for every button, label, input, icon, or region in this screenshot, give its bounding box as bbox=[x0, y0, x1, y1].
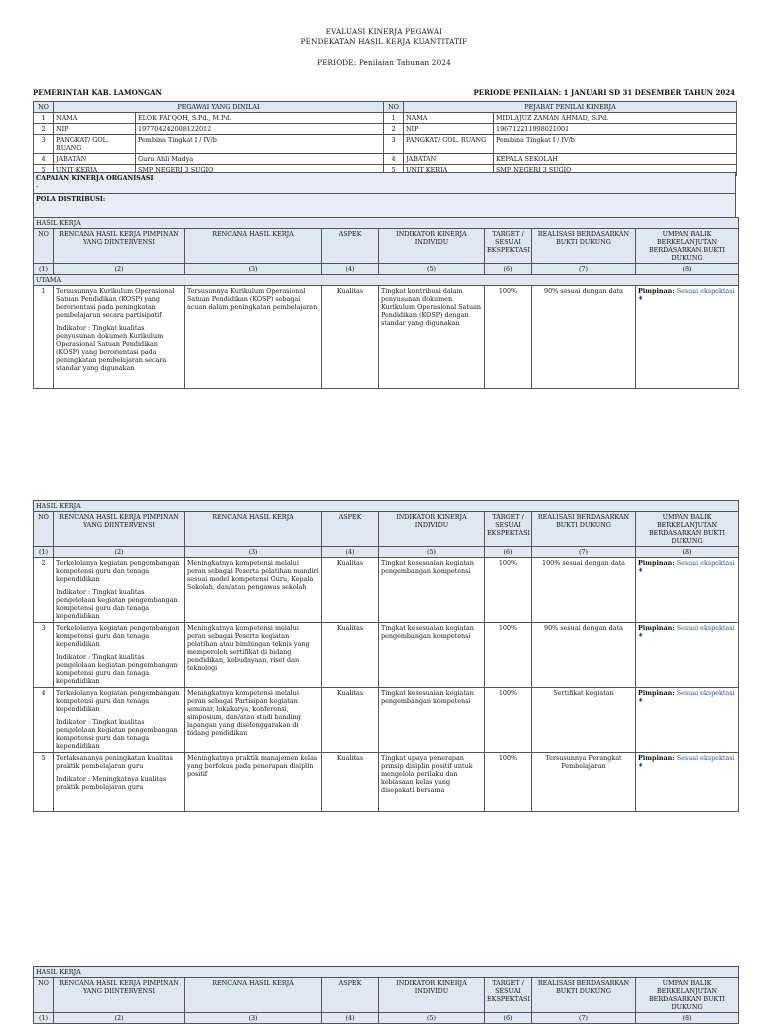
column-number: (7) bbox=[532, 264, 636, 275]
column-number: (2) bbox=[54, 547, 185, 558]
identity-row bbox=[34, 124, 737, 135]
rhk-pimpinan-indikator: Indikator : Tingkat kualitas pengelolaan kegiatan pengembangan kompetensi guru dan tenaga kependidikan bbox=[56, 718, 178, 750]
col-indikator: INDIKATOR KINERJA INDIVIDU bbox=[379, 512, 485, 547]
left-row-no: 4 bbox=[34, 154, 54, 165]
rhk-cell: Meningkatnya kompetensi melalui peran sebagai Partisipan kegiatan seminar, lokakarya, konferensi, simposium, dan/atau studi banding lapangan yang diselenggarakan di bidang pendidikan bbox=[185, 688, 322, 753]
col-rhk: RENCANA HASIL KERJA bbox=[185, 512, 322, 547]
indikator-cell: Tingkat upaya penerapan prinsip disiplin positif untuk mengelola perilaku dan kebiasaan kelas yang disepakati bersama bbox=[379, 753, 485, 812]
rhk-pimpinan-text: Terkelolanya kegiatan pengembangan kompetensi guru dan tenaga kependidikan bbox=[56, 689, 180, 713]
rhk-pimpinan-cell bbox=[54, 688, 185, 753]
rhk-cell: Meningkatnya praktik manajemen kelas yang berfokus pada penerapan disiplin positif bbox=[185, 753, 322, 812]
col-indikator: INDIKATOR KINERJA INDIVIDU bbox=[379, 229, 485, 264]
left-row-no: 1 bbox=[34, 113, 54, 124]
feedback-label: Pimpinan: bbox=[638, 689, 675, 697]
pola-distribusi-title: POLA DISTRIBUSI: bbox=[34, 194, 736, 219]
column-number: (5) bbox=[379, 1013, 485, 1024]
left-row-label: PANGKAT/ GOL. RUANG bbox=[54, 135, 136, 154]
right-row-no: 5 bbox=[384, 165, 404, 176]
column-number-row bbox=[34, 547, 739, 558]
column-header-row bbox=[34, 978, 739, 1013]
target-cell: 100% bbox=[485, 558, 532, 623]
column-number: (2) bbox=[54, 1013, 185, 1024]
row-no: 5 bbox=[34, 753, 54, 812]
aspek-cell: Kualitas bbox=[322, 753, 379, 812]
col-aspek: ASPEK bbox=[322, 978, 379, 1013]
rhk-pimpinan-text: Tersusunnya Kurikulum Operasional Satuan Pendidikan (KOSP) yang berorientasi pada peningkatan pembelajaran secara partisipatif bbox=[56, 287, 175, 319]
column-number: (5) bbox=[379, 547, 485, 558]
rhk-cell: Tersusunnya Kurikulum Operasional Satuan Pendidikan (KOSP) sebagai acuan dalam peningkatan pembelajaran bbox=[185, 286, 322, 389]
utama-row bbox=[34, 275, 739, 286]
feedback-icon: ♦ bbox=[638, 295, 644, 302]
doc-periode: PERIODE: Penilaian Tahunan 2024 bbox=[317, 58, 451, 67]
row-no: 1 bbox=[34, 286, 54, 389]
column-number: (7) bbox=[532, 547, 636, 558]
target-cell: 100% bbox=[485, 623, 532, 688]
rhk-pimpinan-text: Terkelolanya kegiatan pengembangan kompetensi guru dan tenaga kependidikan bbox=[56, 559, 180, 583]
col-umpan-balik: UMPAN BALIK BERKELANJUTAN BERDASARKAN BUKTI DUKUNG bbox=[636, 229, 739, 264]
left-row-value: Pembina Tingkat I / IV/b bbox=[136, 135, 384, 154]
col-rhk-pimpinan: RENCANA HASIL KERJA PIMPINAN YANG DIINTERVENSI bbox=[54, 512, 185, 547]
rhk-cell: Meningkatnya kompetensi melalui peran sebagai Peserta kegiatan pelatihan atau bimbingan teknis yang memperoleh sertifikat di bidang pendidikan, kebudayaan, riset dan teknologi bbox=[185, 623, 322, 688]
column-header-row bbox=[34, 512, 739, 547]
right-row-no: 2 bbox=[384, 124, 404, 135]
indikator-cell: Tingkat kesesuaian kegiatan pengembangan kompetensi bbox=[379, 558, 485, 623]
target-cell: 100% bbox=[485, 753, 532, 812]
rhk-pimpinan-indikator: Indikator : Tingkat kualitas pengelolaan kegiatan pengembangan kompetensi guru dan tenaga kependidikan bbox=[56, 653, 178, 685]
capaian-table bbox=[33, 172, 736, 219]
pegawai-dinilai-title: PEGAWAI YANG DINILAI bbox=[54, 102, 384, 113]
row-no: 2 bbox=[34, 558, 54, 623]
col-target: TARGET / SESUAI EKSPEKTASI bbox=[485, 229, 532, 264]
col-no: NO bbox=[34, 229, 54, 264]
col-target: TARGET / SESUAI EKSPEKTASI bbox=[485, 512, 532, 547]
hasil-kerja-label: HASIL KERJA bbox=[34, 218, 739, 229]
realisasi-cell: Tersusunnya Perangkat Pembelajaran bbox=[532, 753, 636, 812]
umpan-balik-cell bbox=[636, 286, 739, 389]
section-row bbox=[34, 218, 739, 229]
table-row bbox=[34, 558, 739, 623]
identity-row bbox=[34, 154, 737, 165]
right-row-no: 1 bbox=[384, 113, 404, 124]
right-row-value: MIDLAJUZ ZAMAN AHMAD, S.Pd. bbox=[494, 113, 737, 124]
rhk-pimpinan-text: Terkelolanya kegiatan pengembangan kompetensi guru dan tenaga kependidikan bbox=[56, 624, 180, 648]
col-realisasi: REALISASI BERDASARKAN BUKTI DUKUNG bbox=[532, 978, 636, 1013]
realisasi-cell: Sertifikat kegiatan bbox=[532, 688, 636, 753]
doc-subtitle: PENDEKATAN HASIL KERJA KUANTITATIF bbox=[300, 37, 468, 46]
col-rhk-pimpinan: RENCANA HASIL KERJA PIMPINAN YANG DIINTERVENSI bbox=[54, 978, 185, 1013]
feedback-icon: ♦ bbox=[638, 567, 644, 574]
column-number: (5) bbox=[379, 264, 485, 275]
column-number: (8) bbox=[636, 264, 739, 275]
left-row-label: UNIT KERJA bbox=[54, 165, 136, 176]
rhk-pimpinan-cell bbox=[54, 286, 185, 389]
right-row-label: NAMA bbox=[404, 113, 494, 124]
realisasi-cell: 100% sesuai dengan data bbox=[532, 558, 636, 623]
aspek-cell: Kualitas bbox=[322, 688, 379, 753]
column-number: (3) bbox=[185, 264, 322, 275]
rhk-pimpinan-cell bbox=[54, 558, 185, 623]
umpan-balik-cell bbox=[636, 623, 739, 688]
rhk-pimpinan-indikator: Indikator : Tingkat kualitas pengelolaan kegiatan pengembangan kompetensi guru dan tenaga kependidikan bbox=[56, 588, 178, 620]
col-aspek: ASPEK bbox=[322, 229, 379, 264]
periode-penilaian-label: PERIODE PENILAIAN: 1 JANUARI SD 31 DESEMBER TAHUN 2024 bbox=[473, 88, 735, 97]
col-umpan-balik: UMPAN BALIK BERKELANJUTAN BERDASARKAN BUKTI DUKUNG bbox=[636, 978, 739, 1013]
right-row-label: UNIT KERJA bbox=[404, 165, 494, 176]
table-row bbox=[34, 286, 739, 389]
column-number: (4) bbox=[322, 547, 379, 558]
rhk-pimpinan-cell bbox=[54, 623, 185, 688]
feedback-value: Sesuai ekspektasi bbox=[674, 287, 735, 295]
hasil-kerja-table-3 bbox=[33, 966, 739, 1024]
identity-row bbox=[34, 135, 737, 154]
doc-title: EVALUASI KINERJA PEGAWAI bbox=[325, 27, 443, 36]
col-no: NO bbox=[34, 512, 54, 547]
col-rhk: RENCANA HASIL KERJA bbox=[185, 978, 322, 1013]
column-number: (7) bbox=[532, 1013, 636, 1024]
indikator-cell: Tingkat kesesuaian kegiatan pengembangan kompetensi bbox=[379, 688, 485, 753]
meta-row bbox=[33, 88, 735, 97]
pemerintah-label: PEMERINTAH KAB. LAMONGAN bbox=[33, 88, 162, 97]
table-row bbox=[34, 753, 739, 812]
identity-table bbox=[33, 101, 737, 176]
realisasi-cell: 90% sesuai dengan data bbox=[532, 623, 636, 688]
column-number: (6) bbox=[485, 1013, 532, 1024]
pejabat-penilai-title: PEJABAT PENILAI KINERJA bbox=[404, 102, 737, 113]
col-aspek: ASPEK bbox=[322, 512, 379, 547]
left-row-value: Guru Ahli Madya bbox=[136, 154, 384, 165]
umpan-balik-cell bbox=[636, 558, 739, 623]
utama-label: UTAMA bbox=[34, 275, 739, 286]
rhk-pimpinan-cell bbox=[54, 753, 185, 812]
capaian-title: CAPAIAN KINERJA ORGANISASI bbox=[36, 174, 154, 182]
identity-header-row bbox=[34, 102, 737, 113]
section-row bbox=[34, 501, 739, 512]
right-row-value: Pembina Tingkat I / IV/b bbox=[494, 135, 737, 154]
column-header-row bbox=[34, 229, 739, 264]
feedback-icon: ♦ bbox=[638, 632, 644, 639]
row-no: 4 bbox=[34, 688, 54, 753]
right-row-label: JABATAN bbox=[404, 154, 494, 165]
rhk-pimpinan-indikator: Indikator : Meningkatnya kualitas praktik pembelajaran guru bbox=[56, 775, 167, 791]
column-number-row bbox=[34, 1013, 739, 1024]
column-number: (4) bbox=[322, 1013, 379, 1024]
capaian-cell bbox=[34, 173, 736, 194]
column-number: (4) bbox=[322, 264, 379, 275]
feedback-icon: ♦ bbox=[638, 697, 644, 704]
hasil-kerja-table-1 bbox=[33, 217, 739, 389]
left-row-label: JABATAN bbox=[54, 154, 136, 165]
feedback-value: Sesuai ekspektasi bbox=[674, 754, 735, 762]
left-row-value: 197704242008122012 bbox=[136, 124, 384, 135]
right-row-value: SMP NEGERI 3 SUGIO bbox=[494, 165, 737, 176]
col-rhk: RENCANA HASIL KERJA bbox=[185, 229, 322, 264]
col-no: NO bbox=[384, 102, 404, 113]
aspek-cell: Kualitas bbox=[322, 623, 379, 688]
col-no: NO bbox=[34, 978, 54, 1013]
left-row-label: NIP bbox=[54, 124, 136, 135]
section-row bbox=[34, 967, 739, 978]
col-realisasi: REALISASI BERDASARKAN BUKTI DUKUNG bbox=[532, 229, 636, 264]
right-row-value: 196712211998021001 bbox=[494, 124, 737, 135]
feedback-value: Sesuai ekspektasi bbox=[674, 559, 735, 567]
feedback-label: Pimpinan: bbox=[638, 559, 675, 567]
indikator-cell: Tingkat kesesuaian kegiatan pengembangan kompetensi bbox=[379, 623, 485, 688]
indikator-cell: Tingkat kontribusi dalam penyusunan dokumen Kurikulum Operasional Satuan Pendidikan (KOSP) dengan standar yang digunakan bbox=[379, 286, 485, 389]
column-number: (3) bbox=[185, 1013, 322, 1024]
right-row-no: 4 bbox=[384, 154, 404, 165]
column-number: (8) bbox=[636, 1013, 739, 1024]
right-row-no: 3 bbox=[384, 135, 404, 154]
left-row-no: 5 bbox=[34, 165, 54, 176]
column-number: (6) bbox=[485, 264, 532, 275]
right-row-label: NIP bbox=[404, 124, 494, 135]
column-number: (8) bbox=[636, 547, 739, 558]
table-row bbox=[34, 623, 739, 688]
column-number-row bbox=[34, 264, 739, 275]
left-row-no: 2 bbox=[34, 124, 54, 135]
rhk-pimpinan-indikator: Indikator : Tingkat kualitas penyusunan dokumen Kurikulum Operasional Satuan Pendidikan (KOSP) yang berorientasi pada peningkatan pembelajaran secara standar yang digunakan bbox=[56, 324, 167, 372]
feedback-label: Pimpinan: bbox=[638, 624, 675, 632]
column-number: (2) bbox=[54, 264, 185, 275]
col-no: NO bbox=[34, 102, 54, 113]
hasil-kerja-label: HASIL KERJA bbox=[34, 967, 739, 978]
column-number: (3) bbox=[185, 547, 322, 558]
col-umpan-balik: UMPAN BALIK BERKELANJUTAN BERDASARKAN BUKTI DUKUNG bbox=[636, 512, 739, 547]
column-number: (6) bbox=[485, 547, 532, 558]
rhk-cell: Meningkatnya kompetensi melalui peran sebagai Peserta pelatihan mandiri sesuai model kompetensi Guru, Kepala Sekolah, dan/atau pengawas sekolah bbox=[185, 558, 322, 623]
row-no: 3 bbox=[34, 623, 54, 688]
rhk-pimpinan-text: Terlaksananya peningkatan kualitas praktik pembelajaran guru bbox=[56, 754, 173, 770]
col-rhk-pimpinan: RENCANA HASIL KERJA PIMPINAN YANG DIINTERVENSI bbox=[54, 229, 185, 264]
umpan-balik-cell bbox=[636, 688, 739, 753]
right-row-label: PANGKAT/ GOL. RUANG bbox=[404, 135, 494, 154]
column-number: (1) bbox=[34, 1013, 54, 1024]
right-row-value: KEPALA SEKOLAH bbox=[494, 154, 737, 165]
left-row-value: ELOK FAI'QOH, S.Pd., M.Pd. bbox=[136, 113, 384, 124]
target-cell: 100% bbox=[485, 688, 532, 753]
left-row-value: SMP NEGERI 3 SUGIO bbox=[136, 165, 384, 176]
umpan-balik-cell bbox=[636, 753, 739, 812]
feedback-value: Sesuai ekspektasi bbox=[674, 689, 735, 697]
aspek-cell: Kualitas bbox=[322, 286, 379, 389]
identity-row bbox=[34, 113, 737, 124]
capaian-value: - bbox=[36, 182, 39, 190]
col-target: TARGET / SESUAI EKSPEKTASI bbox=[485, 978, 532, 1013]
column-number: (1) bbox=[34, 547, 54, 558]
feedback-value: Sesuai ekspektasi bbox=[674, 624, 735, 632]
feedback-label: Pimpinan: bbox=[638, 287, 675, 295]
col-indikator: INDIKATOR KINERJA INDIVIDU bbox=[379, 978, 485, 1013]
feedback-icon: ♦ bbox=[638, 762, 644, 769]
aspek-cell: Kualitas bbox=[322, 558, 379, 623]
column-number: (1) bbox=[34, 264, 54, 275]
target-cell: 100% bbox=[485, 286, 532, 389]
hasil-kerja-label: HASIL KERJA bbox=[34, 501, 739, 512]
table-row bbox=[34, 688, 739, 753]
left-row-no: 3 bbox=[34, 135, 54, 154]
realisasi-cell: 90% sesuai dengan data bbox=[532, 286, 636, 389]
col-realisasi: REALISASI BERDASARKAN BUKTI DUKUNG bbox=[532, 512, 636, 547]
identity-body bbox=[34, 113, 737, 176]
hasil-kerja-table-2 bbox=[33, 500, 739, 812]
left-row-label: NAMA bbox=[54, 113, 136, 124]
feedback-label: Pimpinan: bbox=[638, 754, 675, 762]
